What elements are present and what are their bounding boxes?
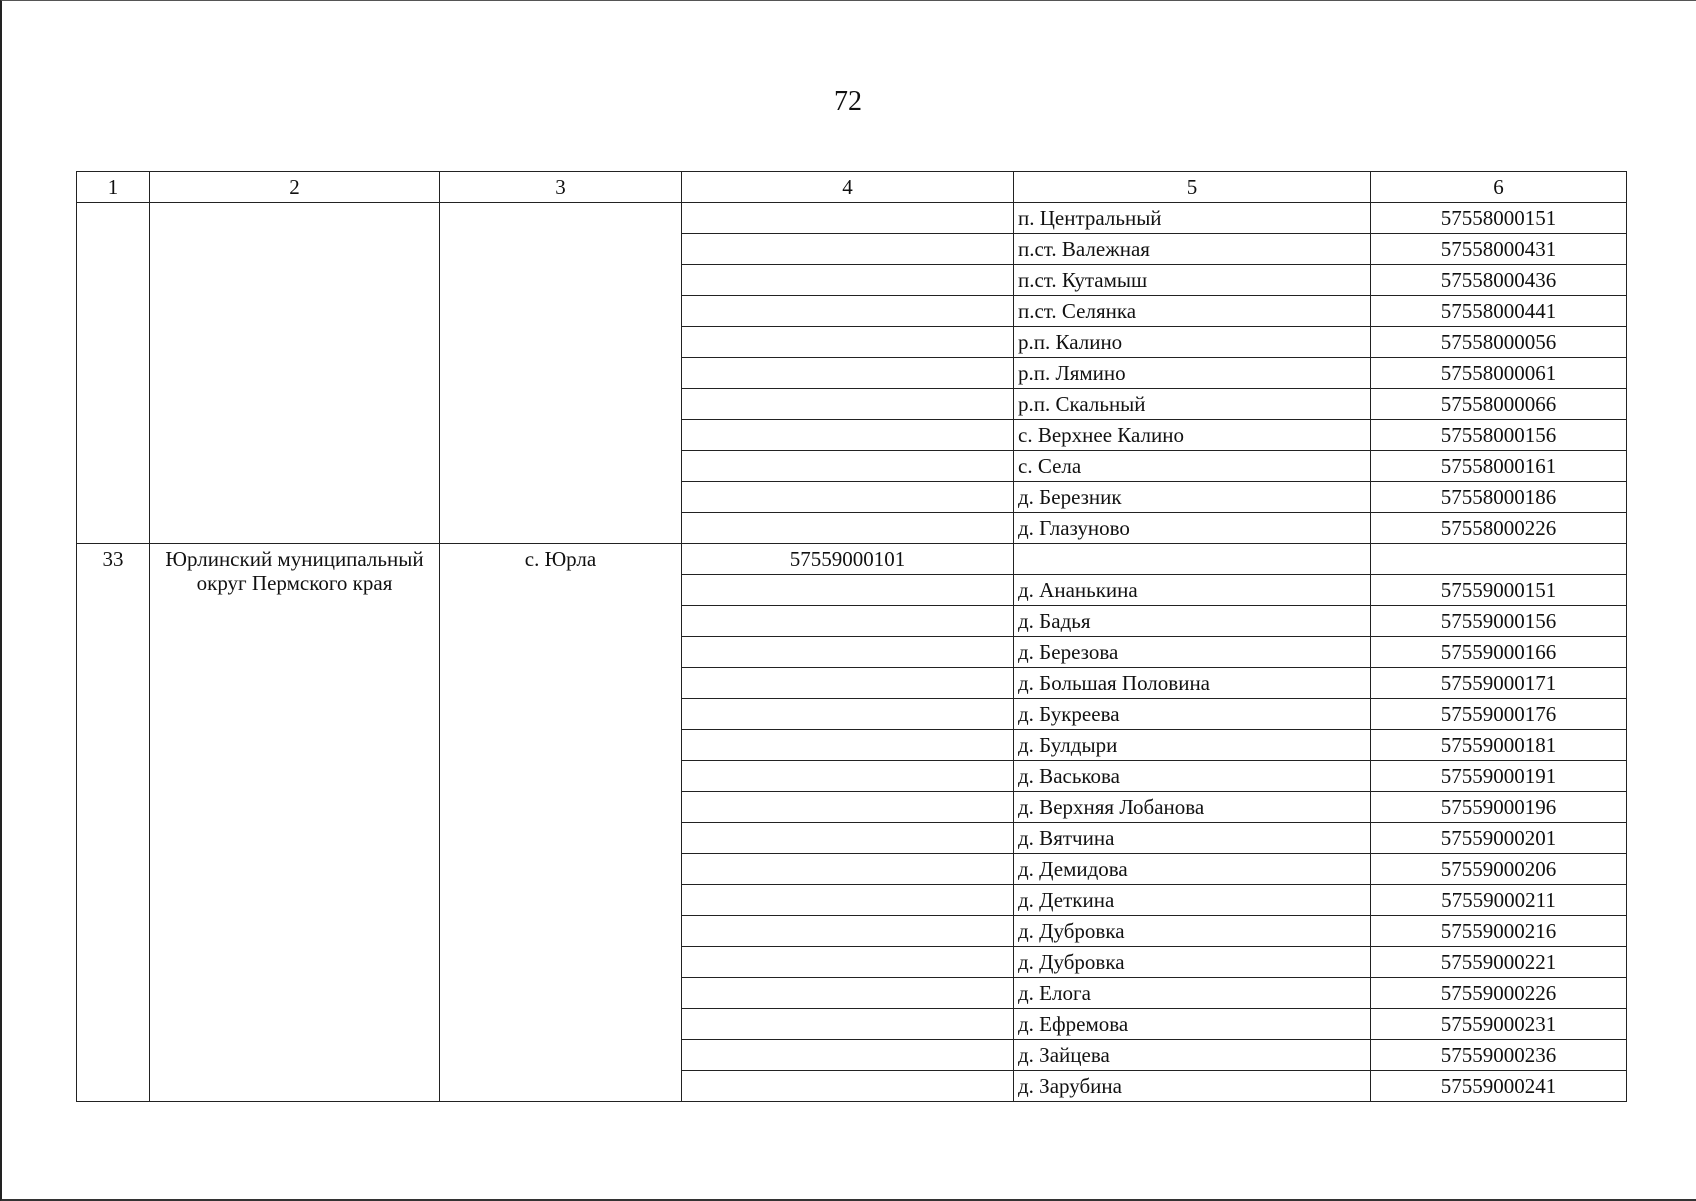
settlement-name-cell: п.ст. Валежная	[1014, 234, 1371, 265]
center-code-cell	[682, 482, 1014, 513]
center-code-cell	[682, 358, 1014, 389]
center-code-cell	[682, 420, 1014, 451]
column-header-4: 4	[682, 172, 1014, 203]
settlement-code-cell: 57558000151	[1371, 203, 1627, 234]
settlement-name-cell	[1014, 544, 1371, 575]
center-code-cell	[682, 265, 1014, 296]
settlement-name-cell: п.ст. Кутамыш	[1014, 265, 1371, 296]
settlement-code-cell: 57558000226	[1371, 513, 1627, 544]
settlement-name-cell: д. Глазуново	[1014, 513, 1371, 544]
settlement-name-cell: д. Ананькина	[1014, 575, 1371, 606]
settlement-code-cell: 57559000171	[1371, 668, 1627, 699]
settlement-code-cell: 57558000061	[1371, 358, 1627, 389]
center-code-cell	[682, 1071, 1014, 1102]
settlement-name-cell: д. Демидова	[1014, 854, 1371, 885]
center-code-cell	[682, 234, 1014, 265]
table-row	[77, 203, 1627, 234]
continued-number-cell	[77, 203, 150, 544]
center-code-cell	[682, 296, 1014, 327]
settlement-name-cell: д. Березник	[1014, 482, 1371, 513]
settlement-name-cell: д. Большая Половина	[1014, 668, 1371, 699]
page-number: 72	[834, 86, 862, 117]
settlement-name-cell: д. Елога	[1014, 978, 1371, 1009]
settlement-name-cell: п. Центральный	[1014, 203, 1371, 234]
center-code-cell	[682, 606, 1014, 637]
settlement-code-cell: 57559000206	[1371, 854, 1627, 885]
settlement-name-cell: д. Вятчина	[1014, 823, 1371, 854]
center-code-cell	[682, 1040, 1014, 1071]
settlement-name-cell: д. Деткина	[1014, 885, 1371, 916]
settlement-name-cell: д. Дубровка	[1014, 916, 1371, 947]
settlement-name-cell: с. Верхнее Калино	[1014, 420, 1371, 451]
settlement-code-cell: 57559000226	[1371, 978, 1627, 1009]
column-header-2: 2	[150, 172, 440, 203]
settlement-code-cell: 57559000156	[1371, 606, 1627, 637]
center-code-cell	[682, 854, 1014, 885]
settlements-table	[76, 171, 1627, 1102]
center-code-cell	[682, 203, 1014, 234]
column-header-1: 1	[77, 172, 150, 203]
center-code-cell	[682, 792, 1014, 823]
center-code-cell	[682, 327, 1014, 358]
settlement-code-cell: 57558000186	[1371, 482, 1627, 513]
settlement-code-cell: 57559000221	[1371, 947, 1627, 978]
center-code-cell	[682, 389, 1014, 420]
settlement-code-cell	[1371, 544, 1627, 575]
settlement-name-cell: д. Ефремова	[1014, 1009, 1371, 1040]
settlement-code-cell: 57558000066	[1371, 389, 1627, 420]
center-code-cell	[682, 575, 1014, 606]
settlement-name-cell: д. Верхняя Лобанова	[1014, 792, 1371, 823]
settlement-code-cell: 57558000436	[1371, 265, 1627, 296]
settlement-name-cell: д. Булдыри	[1014, 730, 1371, 761]
continued-municipality-cell	[150, 203, 440, 544]
center-code-cell	[682, 885, 1014, 916]
settlement-name-cell: с. Села	[1014, 451, 1371, 482]
settlement-name-cell: д. Дубровка	[1014, 947, 1371, 978]
center-code-cell	[682, 451, 1014, 482]
administrative-center-cell: с. Юрла	[440, 544, 682, 1102]
settlement-code-cell: 57559000216	[1371, 916, 1627, 947]
settlement-code-cell: 57559000201	[1371, 823, 1627, 854]
center-code-cell	[682, 916, 1014, 947]
settlement-name-cell: п.ст. Селянка	[1014, 296, 1371, 327]
municipality-name-cell: Юрлинский муниципальный округ Пермского края	[150, 544, 440, 1102]
settlement-code-cell: 57558000156	[1371, 420, 1627, 451]
center-code-cell	[682, 668, 1014, 699]
settlement-code-cell: 57559000196	[1371, 792, 1627, 823]
table-body	[77, 172, 1627, 1102]
column-header-5: 5	[1014, 172, 1371, 203]
continued-center-cell	[440, 203, 682, 544]
center-code-cell	[682, 699, 1014, 730]
center-code-cell	[682, 637, 1014, 668]
entry-row	[77, 544, 1627, 575]
settlement-code-cell: 57558000431	[1371, 234, 1627, 265]
settlement-name-cell: д. Зайцева	[1014, 1040, 1371, 1071]
settlement-code-cell: 57559000176	[1371, 699, 1627, 730]
settlement-code-cell: 57559000151	[1371, 575, 1627, 606]
settlement-name-cell: д. Васькова	[1014, 761, 1371, 792]
settlement-code-cell: 57559000231	[1371, 1009, 1627, 1040]
center-code-cell	[682, 823, 1014, 854]
settlement-code-cell: 57558000056	[1371, 327, 1627, 358]
center-code-cell	[682, 761, 1014, 792]
settlement-name-cell: р.п. Калино	[1014, 327, 1371, 358]
center-code-cell	[682, 947, 1014, 978]
entry-number-cell: 33	[77, 544, 150, 1102]
settlement-name-cell: д. Бадья	[1014, 606, 1371, 637]
settlement-name-cell: р.п. Скальный	[1014, 389, 1371, 420]
settlement-code-cell: 57558000441	[1371, 296, 1627, 327]
center-code-cell	[682, 1009, 1014, 1040]
settlement-name-cell: р.п. Лямино	[1014, 358, 1371, 389]
settlement-code-cell: 57558000161	[1371, 451, 1627, 482]
column-header-6: 6	[1371, 172, 1627, 203]
settlement-code-cell: 57559000211	[1371, 885, 1627, 916]
settlement-code-cell: 57559000166	[1371, 637, 1627, 668]
settlement-code-cell: 57559000181	[1371, 730, 1627, 761]
center-code-cell	[682, 978, 1014, 1009]
center-code-cell	[682, 730, 1014, 761]
center-code-cell: 57559000101	[682, 544, 1014, 575]
settlement-name-cell: д. Букреева	[1014, 699, 1371, 730]
column-number-row	[77, 172, 1627, 203]
center-code-cell	[682, 513, 1014, 544]
settlement-code-cell: 57559000241	[1371, 1071, 1627, 1102]
column-header-3: 3	[440, 172, 682, 203]
settlement-code-cell: 57559000191	[1371, 761, 1627, 792]
settlement-name-cell: д. Зарубина	[1014, 1071, 1371, 1102]
settlement-name-cell: д. Березова	[1014, 637, 1371, 668]
settlement-code-cell: 57559000236	[1371, 1040, 1627, 1071]
